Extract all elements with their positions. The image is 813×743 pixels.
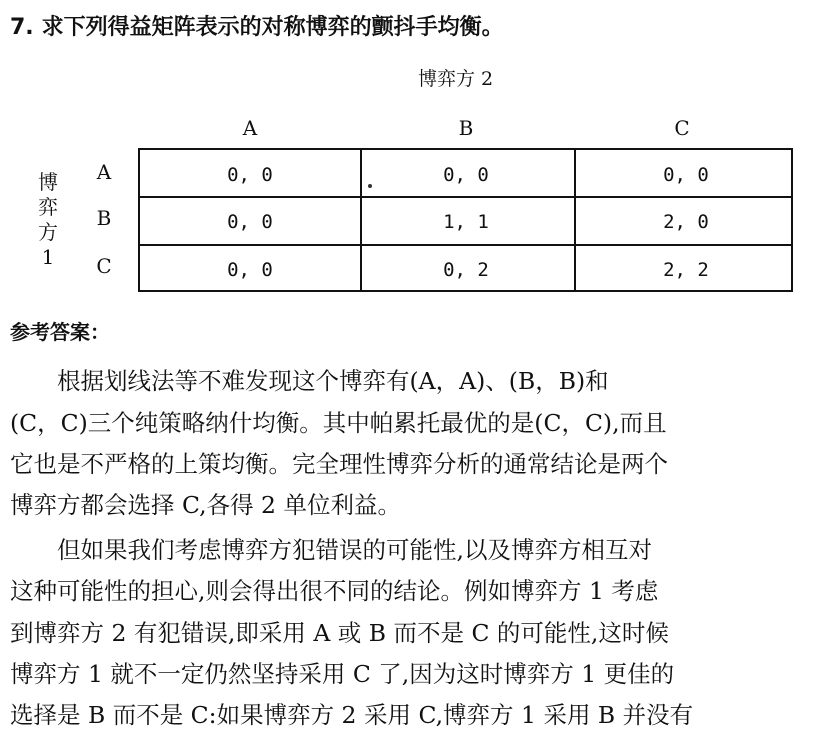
row-player-char: 弈 — [38, 195, 58, 219]
paragraph-line: 到博弈方 2 有犯错误,即采用 A 或 B 而不是 C 的可能性,这时候 — [10, 619, 669, 647]
matrix-row-divider — [140, 244, 791, 246]
paragraph-line: 这种可能性的担心,则会得出很不同的结论。例如博弈方 1 考虑 — [10, 577, 659, 605]
payoff-cell-b-c: 2, 0 — [663, 211, 709, 233]
paragraph-line: (C，C)三个纯策略纳什均衡。其中帕累托最优的是(C，C),而且 — [10, 409, 667, 437]
row-label-c: C — [96, 254, 112, 278]
payoff-cell-c-a: 0, 0 — [227, 259, 273, 281]
question-text: 求下列得益矩阵表示的对称博弈的颤抖手均衡。 — [41, 15, 504, 40]
row-player-label — [36, 170, 60, 270]
payoff-cell-c-b: 0, 2 — [443, 259, 489, 281]
paragraph-line: 博弈方都会选择 C,各得 2 单位利益。 — [10, 491, 401, 519]
payoff-cell-c-c: 2, 2 — [663, 259, 709, 281]
paragraph-line: 根据划线法等不难发现这个博弈有(A，A)、(B，B)和 — [10, 367, 609, 395]
matrix-column-divider — [360, 150, 362, 290]
scan-speck — [368, 184, 372, 188]
row-player-char: 博 — [38, 170, 58, 194]
payoff-cell-a-c: 0, 0 — [663, 164, 709, 186]
column-player-label: 博弈方 2 — [418, 68, 494, 90]
row-player-char: 1 — [41, 245, 55, 269]
column-label-a: A — [242, 116, 258, 140]
matrix-column-divider — [574, 150, 576, 290]
payoff-cell-a-b: 0, 0 — [443, 164, 489, 186]
row-player-char: 方 — [38, 220, 58, 244]
paragraph-line: 它也是不严格的上策均衡。完全理性博弈分析的通常结论是两个 — [10, 450, 668, 478]
payoff-cell-b-b: 1, 1 — [443, 211, 489, 233]
question-title — [10, 10, 504, 41]
matrix-row-divider — [140, 196, 791, 198]
column-label-b: B — [458, 116, 474, 140]
answer-label: 参考答案： — [10, 320, 110, 344]
payoff-cell-b-a: 0, 0 — [227, 211, 273, 233]
payoff-matrix — [138, 148, 793, 292]
paragraph-line: 博弈方 1 就不一定仍然坚持采用 C 了,因为这时博弈方 1 更佳的 — [10, 660, 675, 688]
question-number: 7. — [10, 15, 34, 40]
row-label-b: B — [96, 206, 112, 230]
payoff-cell-a-a: 0, 0 — [227, 164, 273, 186]
paragraph-line: 选择是 B 而不是 C:如果博弈方 2 采用 C,博弈方 1 采用 B 并没有 — [10, 701, 694, 729]
column-label-c: C — [674, 116, 690, 140]
paragraph-line: 但如果我们考虑博弈方犯错误的可能性,以及博弈方相互对 — [10, 536, 652, 564]
row-label-a: A — [96, 160, 112, 184]
